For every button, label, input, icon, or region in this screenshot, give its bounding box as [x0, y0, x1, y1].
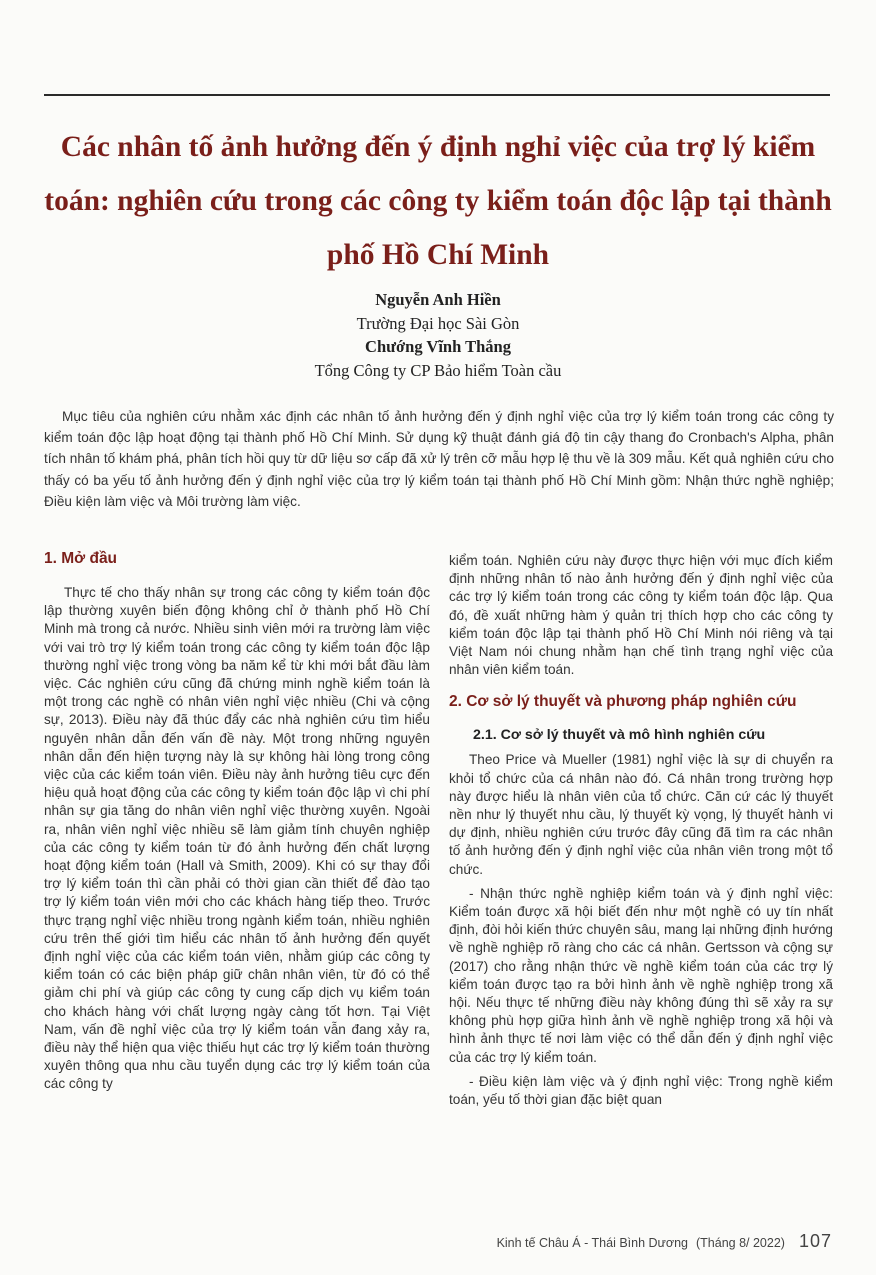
- author-affiliation-2: Tổng Công ty CP Bảo hiểm Toàn cầu: [314, 360, 562, 380]
- author-name-1: Nguyễn Anh Hiền: [375, 290, 501, 309]
- abstract: Mục tiêu của nghiên cứu nhằm xác định các nhân tố ảnh hưởng đến ý định nghỉ việc của trợ lý kiểm toán trong các công ty kiểm toán độc lập hoạt động tại thành phố Hồ Chí Minh. Sử dụng kỹ thuật đánh giá độ tin cậy thang đo Cronbach's Alpha, phân tích nhân tố khám phá, phân tích hồi quy từ dữ liệu sơ cấp đã xử lý trên cỡ mẫu hợp lệ thu về là 309 mẫu. Kết quả nghiên cứu cho thấy có ba yếu tố ảnh hưởng đến ý định nghỉ việc của trợ lý kiểm toán tại thành phố Hồ Chí Minh gồm: Nhận thức nghề nghiệp; Điều kiện làm việc và Môi trường làm việc.: [44, 409, 834, 509]
- author-name-2: Chướng Vĩnh Thắng: [365, 337, 511, 356]
- page-number: 107: [798, 1231, 832, 1251]
- article-title: Các nhân tố ảnh hưởng đến ý định nghỉ việc của trợ lý kiểm toán: nghiên cứu trong các công ty kiểm toán độc lập tại thành phố Hồ Chí Minh: [44, 131, 832, 271]
- right-column: [449, 552, 833, 1109]
- section-2-1-heading: 2.1. Cơ sở lý thuyết và mô hình nghiên cứu: [473, 727, 766, 744]
- journal-issue: (Tháng 8/ 2022): [696, 1236, 785, 1250]
- section-1-heading: 1. Mở đầu: [44, 550, 118, 567]
- section-2-heading: 2. Cơ sở lý thuyết và phương pháp nghiên cứu: [449, 693, 797, 711]
- section-2-paragraph-3: - Điều kiện làm việc và ý định nghỉ việc: Trong nghề kiểm toán, yếu tố thời gian đặc biệt quan: [449, 1073, 833, 1108]
- left-column: [44, 548, 430, 1094]
- page-footer: [497, 1231, 832, 1252]
- section-2-paragraph-2: - Nhận thức nghề nghiệp kiểm toán và ý định nghỉ việc: Kiểm toán được xã hội biết đến như một nghề có uy tín nhất định, đòi hỏi kiến thức chuyên sâu, mang lại những định hướng về nghề nghiệp rõ ràng cho các cá nhân. Gertsson và cộng sự (2017) cho rằng nhận thức về nghề kiểm toán của các trợ lý kiểm toán được tạo ra bởi hình ảnh về nghề nghiệp trong xã hội. Nếu thực tế những điều này không đúng thì sẽ xảy ra sự không phù hợp giữa hình ảnh về nghề nghiệp trong xã hội và hình ảnh thực tế nơi làm việc có thể dẫn đến ý định nghỉ việc của các trợ lý kiểm toán.: [449, 885, 833, 1065]
- section-1-paragraph: Thực tế cho thấy nhân sự trong các công ty kiểm toán độc lập thường xuyên biến động không chỉ ở thành phố Hồ Chí Minh mà trong cả nước. Nhiều sinh viên mới ra trường làm việc với vai trò trợ lý kiểm toán trong các công ty kiểm toán độc lập thường nghỉ việc trong vòng ba năm kể từ khi mới bắt đầu làm việc. Các nghiên cứu cũng đã chứng minh nghề kiểm toán là một trong các nghề có nhân viên nghỉ việc nhiều (Chi và cộng sự, 2013). Điều này đã thúc đẩy các nhà nghiên cứu tìm hiểu nguyên nhân dẫn đến vấn đề này. Một trong những nguyên nhân dẫn đến hiện tượng này là sự không hài lòng trong công việc của các kiểm toán viên. Điều này ảnh hưởng tiêu cực đến hiệu quả hoạt động của các công ty kiểm toán độc lập vì chi phí nhân sự gia tăng do nhân viên nghỉ việc thường xuyên. Ngoài ra, nhân viên nghỉ việc nhiều sẽ làm giảm tính chuyên nghiệp của các công ty kiểm toán từ đó ảnh hưởng đến chất lượng hoạt động kiểm toán (Hall và Smith, 2009). Khi có sự thay đổi trợ lý kiểm toán thì cần phải có thời gian cần thiết để đào tạo trợ lý kiểm toán viên mới cho các khách hàng tiếp theo. Trước thực trạng nghỉ việc nhiều trong ngành kiểm toán, nhiều nghiên cứu trên thế giới tìm hiểu các nhân tố ảnh hưởng đến quyết định nghỉ việc của các kiểm toán viên, nhằm giúp các công ty kiểm toán có các biện pháp giữ chân nhân viên, từ đó có thể giảm chi phí và giúp các công ty cung cấp dịch vụ kiểm toán cho khách hàng với chất lượng ngày càng tốt hơn. Tại Việt Nam, vấn đề nghỉ việc của trợ lý kiểm toán vẫn đang xảy ra, điều này thể hiện qua việc thiếu hụt các trợ lý kiểm toán thường xuyên thông qua nhu cầu tuyển dụng các trợ lý kiểm toán của các công ty: [44, 585, 430, 1092]
- section-1-continued: kiểm toán. Nghiên cứu này được thực hiện với mục đích kiểm định những nhân tố nào ảnh hưởng đến ý định nghỉ việc của các trợ lý kiểm toán trong các công ty kiểm toán độc lập. Qua đó, đề xuất những hàm ý quản trị thích hợp cho các công ty kiểm toán độc lập tại thành phố Hồ Chí Minh nói riêng và tại Việt Nam nói chung nhằm hạn chế tình trạng nghỉ việc của nhân viên kiểm toán.: [449, 553, 833, 678]
- author-affiliation-1: Trường Đại học Sài Gòn: [356, 313, 520, 333]
- section-2-paragraph-1: Theo Price và Mueller (1981) nghỉ việc là sự di chuyển ra khỏi tổ chức của cá nhân nào đó. Cá nhân trong trường hợp này được hiểu là nhân viên của tổ chức. Căn cứ các lý thuyết nền như lý thuyết nhu cầu, lý thuyết kỳ vọng, lý thuyết hành vi dự định, nhiều nghiên cứu trước đây cũng đã tìm ra các nhân tố ảnh hưởng đến ý định nghỉ việc của nhân viên trong một tổ chức.: [449, 752, 833, 877]
- author-block: [0, 288, 876, 382]
- header-rule: [44, 94, 830, 96]
- journal-name: Kinh tế Châu Á - Thái Bình Dương: [496, 1236, 688, 1250]
